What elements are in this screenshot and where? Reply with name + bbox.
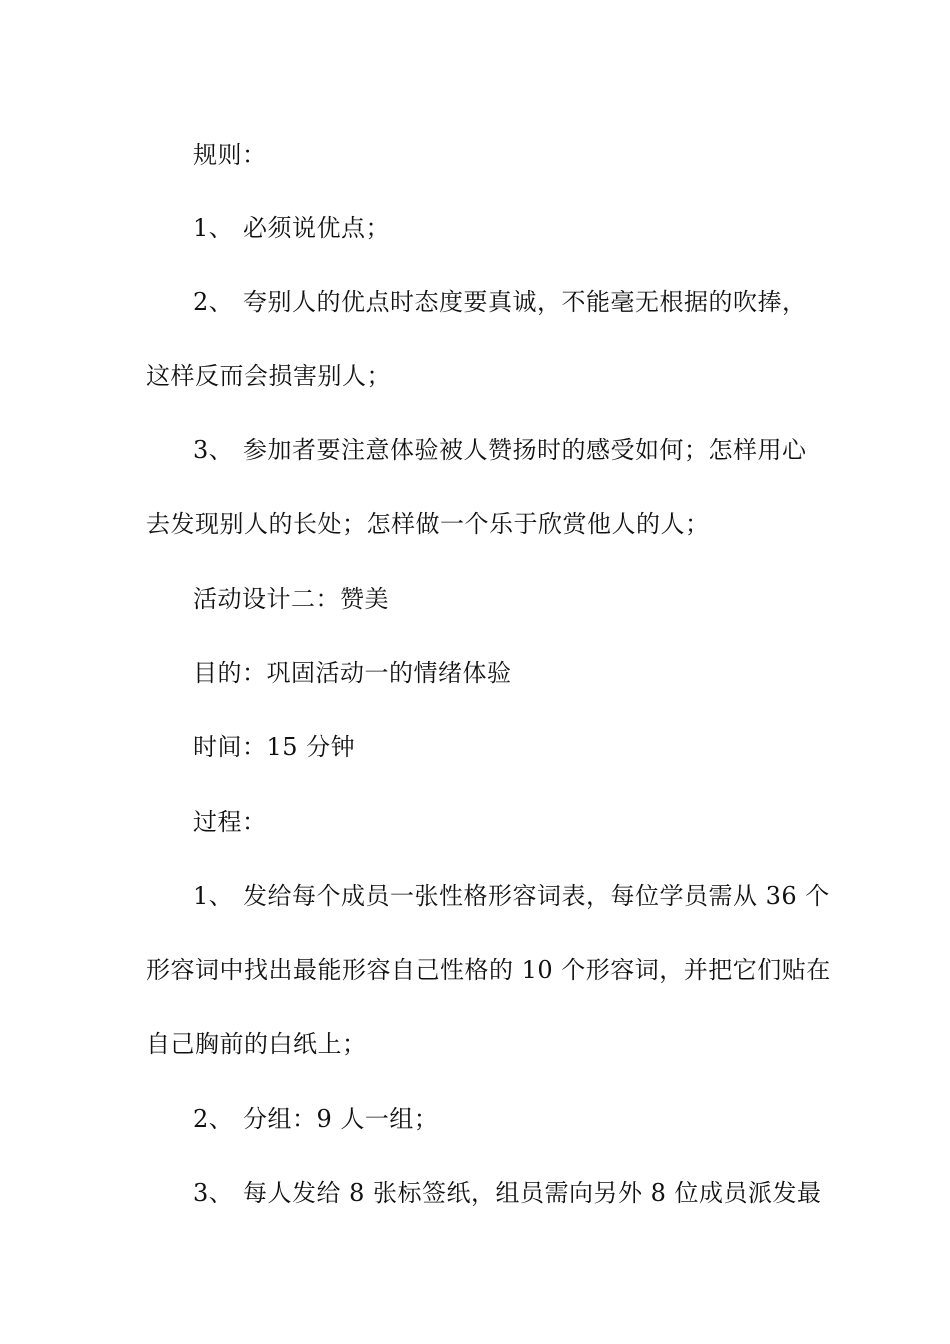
rule-3-text-line2: 去发现别人的长处；怎样做一个乐于欣赏他人的人； xyxy=(146,510,710,538)
process-heading: 过程： xyxy=(193,808,267,836)
step-item-1 xyxy=(193,880,830,912)
step-2-text: 分组：9 人一组； xyxy=(243,1105,439,1133)
rule-item-2 xyxy=(193,286,816,318)
rule-1-number: 1、 xyxy=(193,214,234,242)
rule-3-number: 3、 xyxy=(193,436,234,464)
step-1-text-line2: 形容词中找出最能形容自己性格的 10 个形容词，并把它们贴在 xyxy=(146,956,831,984)
step-1-text-line3: 自己胸前的白纸上； xyxy=(146,1030,367,1058)
step-1-number: 1、 xyxy=(193,882,234,910)
step-item-2 xyxy=(193,1103,816,1135)
step-3-text-line1: 每人发给 8 张标签纸，组员需向另外 8 位成员派发最 xyxy=(243,1179,822,1207)
rule-2-number: 2、 xyxy=(193,288,234,316)
rule-3-text-line1: 参加者要注意体验被人赞扬时的感受如何；怎样用心 xyxy=(243,436,807,464)
activity-title: 活动设计二：赞美 xyxy=(193,585,389,613)
purpose-line: 目的：巩固活动一的情绪体验 xyxy=(193,659,512,687)
step-1-text-line1: 发给每个成员一张性格形容词表，每位学员需从 36 个 xyxy=(243,882,830,910)
step-2-number: 2、 xyxy=(193,1105,234,1133)
rule-1-text: 必须说优点； xyxy=(243,214,390,242)
step-3-number: 3、 xyxy=(193,1179,234,1207)
rule-item-1 xyxy=(193,212,816,244)
rules-heading: 规则： xyxy=(193,141,267,169)
rule-item-3 xyxy=(193,434,816,466)
time-line: 时间：15 分钟 xyxy=(193,733,356,761)
rule-2-text-line2: 这样反而会损害别人； xyxy=(146,362,391,390)
step-item-3 xyxy=(193,1177,822,1209)
rule-2-text-line1: 夸别人的优点时态度要真诚，不能毫无根据的吹捧， xyxy=(243,288,807,316)
